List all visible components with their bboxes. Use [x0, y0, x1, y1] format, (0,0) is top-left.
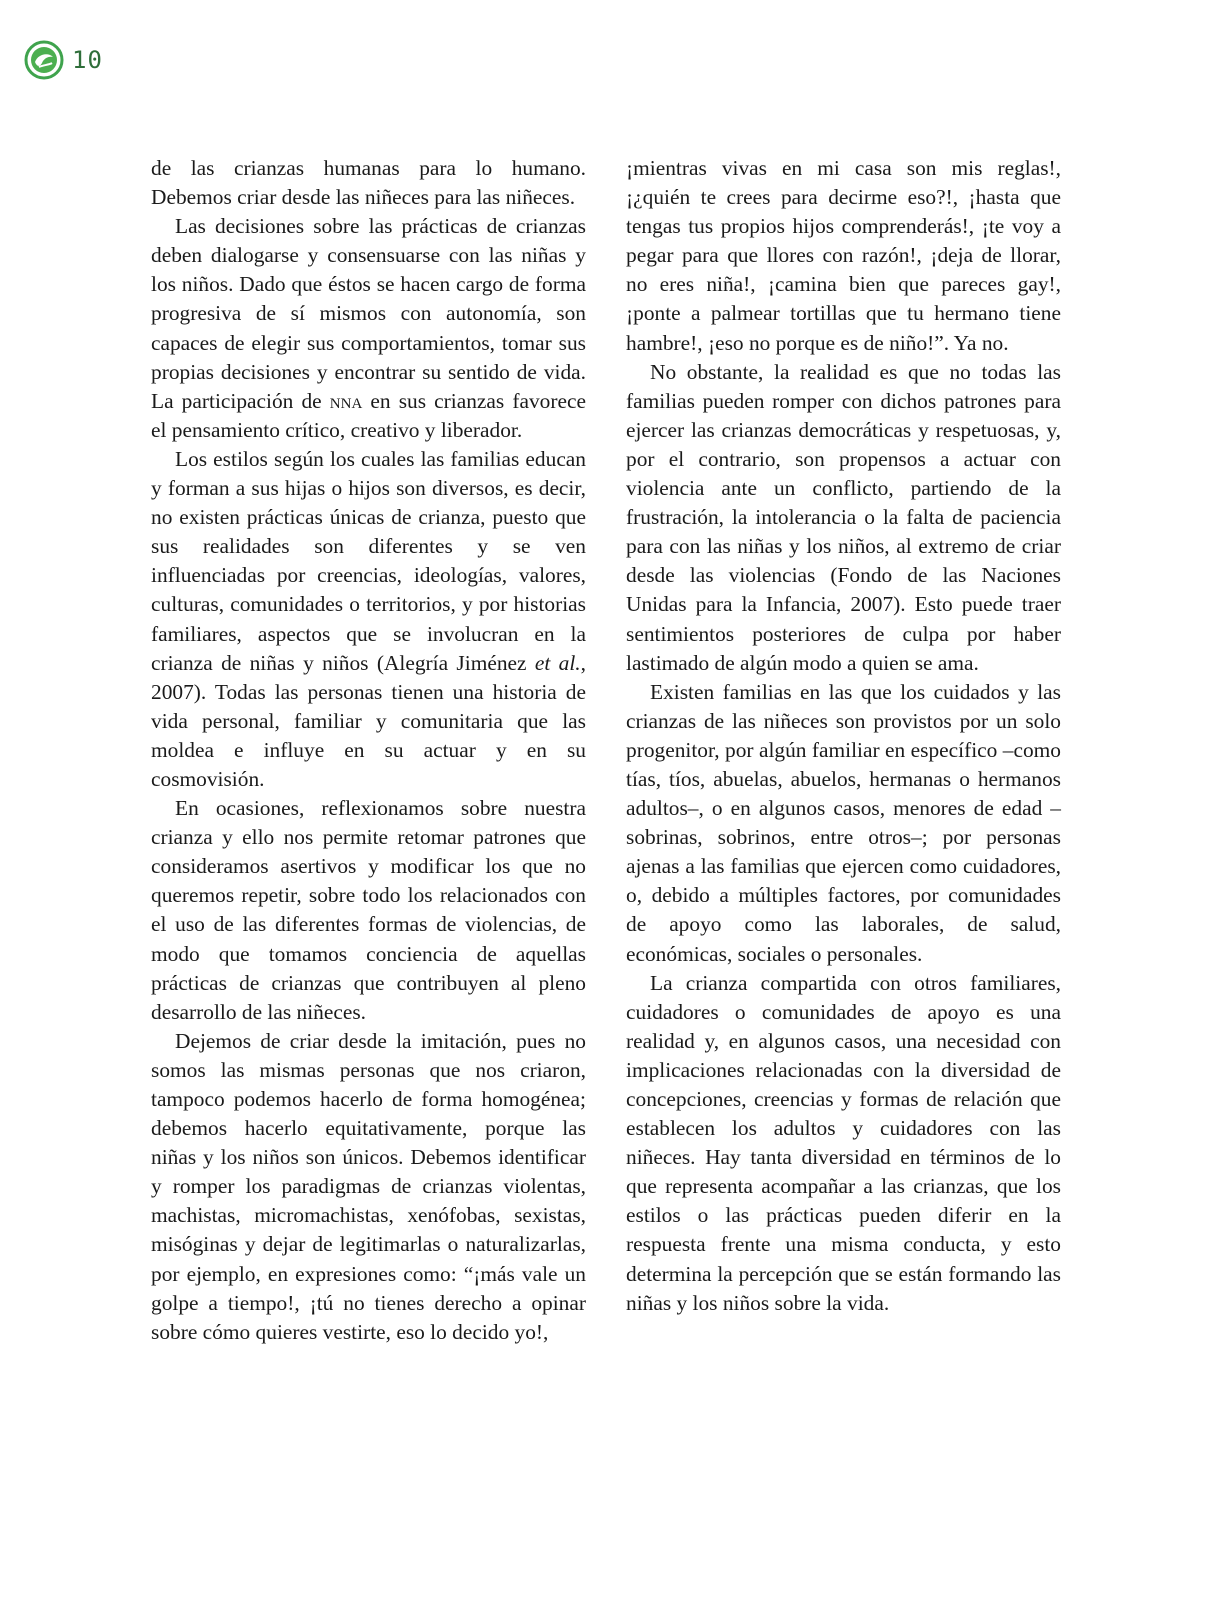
paragraph: Los estilos según los cuales las familias educan y forman a sus hijas o hijos son diversos, es decir, no existen prácticas únicas de crianza, puesto que sus realidades son diferentes y se ven influenciadas por creencias, ideologías, valores, culturas, comunidades o territorios, y por historias familiares, aspectos que se involucran en la crianza de niñas y niños (Alegría Jiménez et al., 2007). Todas las personas tienen una historia de vida personal, familiar y comunitaria que las moldea e influye en su actuar y en su cosmovisión.	[151, 446, 586, 791]
paragraph: Dejemos de criar desde la imitación, pues no somos las mismas personas que nos criaron, tampoco podemos hacerlo de forma homogénea; debemos hacerlo equitativamente, porque las niñas y los niños son únicos. Debemos identificar y romper los paradigmas de crianzas violentas, machistas, micromachistas, xenófobas, sexistas, misóginas y dejar de legitimarlas o naturalizarlas, por ejemplo, en expresiones como: “¡más vale un golpe a tiempo!, ¡tú no tienes derecho a opinar sobre cómo quieres vestirte, eso lo decido yo!,	[151, 1028, 586, 1344]
paragraph: de las crianzas humanas para lo humano. Debemos criar desde las niñeces para las niñeces.	[151, 156, 586, 210]
left-text-column	[151, 154, 586, 1347]
paragraph: En ocasiones, reflexionamos sobre nuestra crianza y ello nos permite retomar patrones que consideramos asertivos y modificar los que no queremos repetir, sobre todo los relacionados con el uso de las diferentes formas de violencias, de modo que tomamos conciencia de aquellas prácticas de crianzas que contribuyen al pleno desarrollo de las niñeces.	[151, 796, 586, 1024]
paragraph: Las decisiones sobre las prácticas de crianzas deben dialogarse y consensuarse con las niñas y los niños. Dado que éstos se hacen cargo de forma progresiva de sí mismos con autonomía, son capaces de elegir sus comportamientos, tomar sus propias decisiones y encontrar su sentido de vida. La participación de nna en sus crianzas favorece el pensamiento crítico, creativo y liberador.	[151, 214, 586, 442]
page-number: 10	[72, 46, 103, 74]
paragraph: Existen familias en las que los cuidados y las crianzas de las niñeces son provistos por un solo progenitor, por algún familiar en específico –como tías, tíos, abuelas, abuelos, hermanas o hermanos adultos–, o en algunos casos, menores de edad –sobrinas, sobrinos, entre otros–; por personas ajenas a las familias que ejercen como cuidadores, o, debido a múltiples factores, por comunidades de apoyo como las laborales, de salud, económicas, sociales o personales.	[626, 679, 1061, 966]
paragraph: ¡mientras vivas en mi casa son mis reglas!, ¡¿quién te crees para decirme eso?!, ¡hasta que tengas tus propios hijos comprenderás!, ¡te voy a pegar para que llores con razón!, ¡deja de llorar, no eres niña!, ¡camina bien que pareces gay!, ¡ponte a palmear tortillas que tu hermano tiene hambre!, ¡eso no porque es de niño!”. Ya no.	[626, 156, 1061, 355]
page-header	[24, 40, 103, 80]
paragraph: La crianza compartida con otros familiares, cuidadores o comunidades de apoyo es una realidad y, en algunos casos, una necesidad con implicaciones relacionadas con la diversidad de concepciones, creencias y formas de relación que establecen los adultos y cuidadores con las niñeces. Hay tanta diversidad en términos de lo que representa acompañar a las crianzas, que los estilos o las prácticas pueden diferir en la respuesta frente una misma conducta, y esto determina la percepción que se están formando las niñas y los niños sobre la vida.	[626, 970, 1061, 1315]
abbreviation: nna	[329, 388, 363, 413]
logo-seal-icon	[24, 40, 64, 80]
citation-italic: et al.	[534, 650, 581, 675]
right-text-column	[626, 154, 1061, 1318]
paragraph: No obstante, la realidad es que no todas las familias pueden romper con dichos patrones para ejercer las crianzas democráticas y respetuosas, y, por el contrario, son propensos a actuar con violencia ante un conflicto, partiendo de la frustración, la intolerancia o la falta de paciencia para con las niñas y los niños, al extremo de criar desde las violencias (Fondo de las Naciones Unidas para la Infancia, 2007). Esto puede traer sentimientos posteriores de culpa por haber lastimado de algún modo a quien se ama.	[626, 359, 1061, 675]
